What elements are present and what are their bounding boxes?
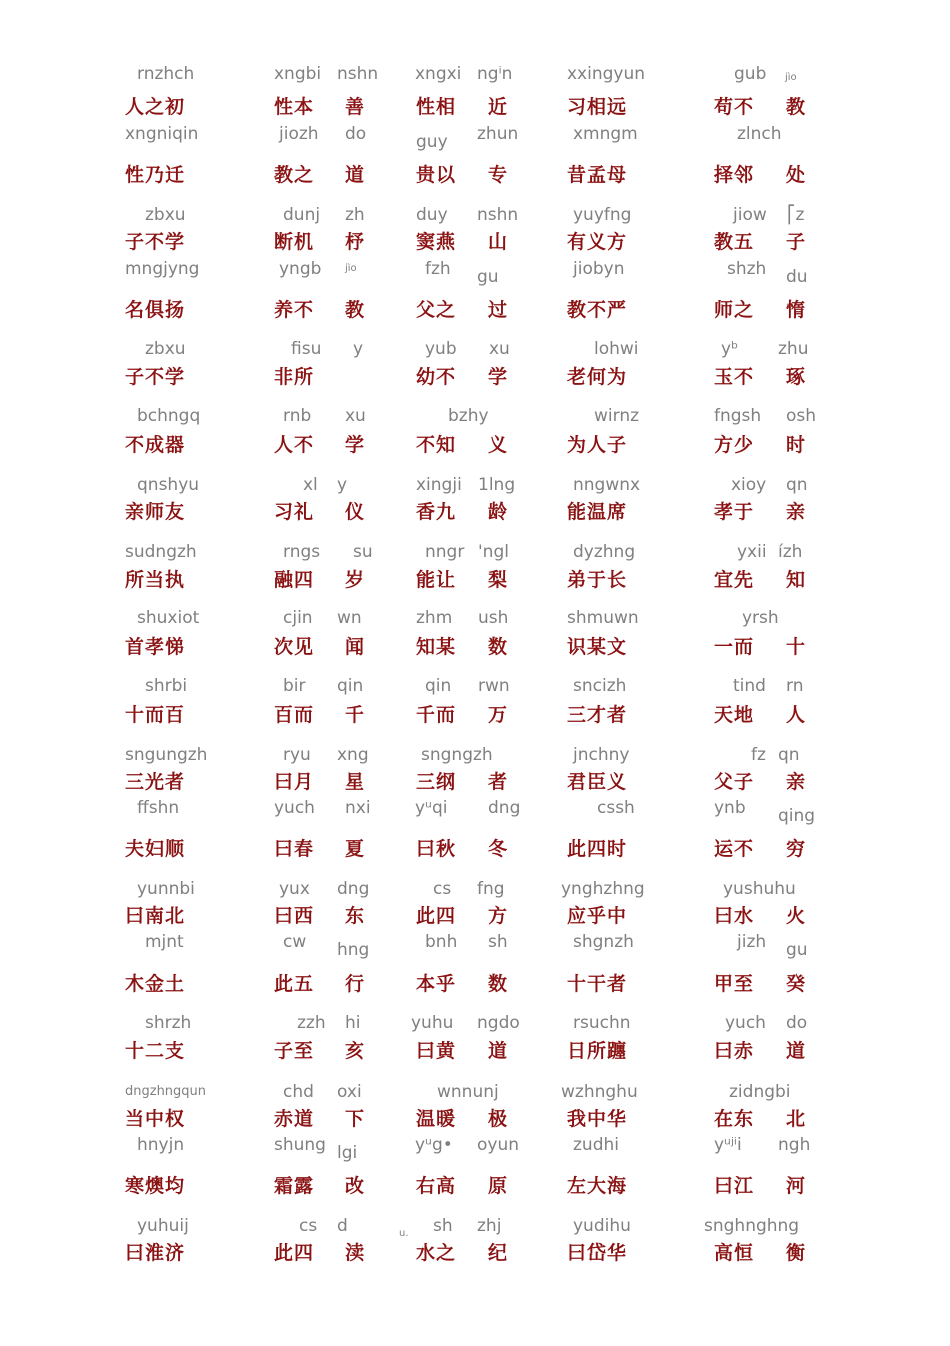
pinyin-syllable: qin	[425, 676, 452, 696]
hanzi-phrase: 师之	[714, 299, 755, 321]
pinyin-syllable: nngwnx	[573, 475, 641, 495]
hanzi-phrase: 父之	[416, 299, 457, 321]
hanzi-phrase: 识某文	[567, 636, 628, 658]
hanzi-phrase: 龄	[488, 501, 509, 523]
hanzi-phrase: 养不	[274, 299, 315, 321]
hanzi-phrase: 亲师友	[125, 501, 186, 523]
hanzi-phrase: 一而	[714, 636, 755, 658]
pinyin-syllable: ⎡z	[787, 205, 805, 225]
hanzi-phrase: 癸	[786, 973, 807, 995]
pinyin-syllable: ryu	[283, 745, 311, 765]
pinyin-syllable: bnh	[425, 932, 458, 952]
hanzi-phrase: 君臣义	[567, 771, 628, 793]
pinyin-syllable: xl	[303, 475, 318, 495]
hanzi-phrase: 琢	[786, 366, 807, 388]
hanzi-phrase: 能让	[416, 569, 457, 591]
pinyin-syllable: xu	[489, 339, 510, 359]
pinyin-syllable: snghnghng	[704, 1216, 800, 1236]
pinyin-syllable: xngbi	[274, 64, 322, 84]
hanzi-phrase: 在东	[714, 1108, 755, 1130]
pinyin-syllable: du	[786, 267, 808, 287]
hanzi-phrase: 教之	[274, 164, 315, 186]
pinyin-syllable: yuch	[725, 1013, 766, 1033]
pinyin-syllable: yudihu	[573, 1216, 631, 1236]
hanzi-phrase: 亲	[786, 501, 807, 523]
pinyin-syllable: duy	[416, 205, 448, 225]
hanzi-phrase: 不知	[416, 434, 457, 456]
hanzi-phrase: 亥	[345, 1040, 366, 1062]
pinyin-syllable: do	[345, 124, 367, 144]
hanzi-phrase: 万	[488, 704, 509, 726]
hanzi-phrase: 性乃迁	[125, 164, 186, 186]
hanzi-phrase: 穷	[786, 838, 807, 860]
hanzi-phrase: 夏	[345, 838, 366, 860]
pinyin-syllable: ynb	[714, 798, 746, 818]
hanzi-phrase: 择邻	[714, 164, 755, 186]
pinyin-syllable: xng	[337, 745, 369, 765]
hanzi-phrase: 应乎中	[567, 905, 628, 927]
hanzi-phrase: 运不	[714, 838, 755, 860]
pinyin-syllable: ush	[478, 608, 509, 628]
pinyin-syllable: ngdo	[477, 1013, 520, 1033]
pinyin-syllable: oyun	[477, 1135, 520, 1155]
pinyin-syllable: fz	[751, 745, 766, 765]
hanzi-phrase: 下	[345, 1108, 366, 1130]
hanzi-phrase: 香九	[416, 501, 457, 523]
pinyin-syllable: rnb	[283, 406, 312, 426]
pinyin-syllable: cs	[299, 1216, 318, 1236]
hanzi-phrase: 性本	[274, 96, 315, 118]
pinyin-syllable: bchngq	[137, 406, 201, 426]
pinyin-syllable: yushuhu	[723, 879, 796, 899]
pinyin-syllable: nngr	[425, 542, 465, 562]
hanzi-phrase: 过	[488, 299, 509, 321]
hanzi-phrase: 曰黄	[416, 1040, 457, 1062]
hanzi-phrase: 子不学	[125, 366, 186, 388]
pinyin-syllable: ízh	[778, 542, 803, 562]
pinyin-syllable: xngniqin	[125, 124, 199, 144]
hanzi-phrase: 教	[345, 299, 366, 321]
pinyin-syllable: yᵘqi	[415, 798, 448, 818]
hanzi-phrase: 三光者	[125, 771, 186, 793]
hanzi-phrase: 十干者	[567, 973, 628, 995]
hanzi-phrase: 本乎	[416, 973, 457, 995]
pinyin-syllable: qn	[786, 475, 808, 495]
pinyin-syllable: guy	[416, 132, 448, 152]
hanzi-phrase: 方少	[714, 434, 755, 456]
pinyin-syllable: ngⁱn	[477, 64, 513, 84]
pinyin-syllable: sngngzh	[421, 745, 493, 765]
pinyin-syllable: y	[337, 475, 348, 495]
pinyin-syllable: jnchny	[573, 745, 630, 765]
pinyin-syllable: dng	[488, 798, 521, 818]
hanzi-phrase: 数	[488, 636, 509, 658]
hanzi-phrase: 曰月	[274, 771, 315, 793]
hanzi-phrase: 曰春	[274, 838, 315, 860]
pinyin-syllable: yuhu	[411, 1013, 454, 1033]
pinyin-syllable: ynghzhng	[561, 879, 645, 899]
pinyin-syllable: zh	[345, 205, 365, 225]
pinyin-syllable: zudhi	[573, 1135, 619, 1155]
pinyin-syllable: bir	[283, 676, 306, 696]
hanzi-phrase: 知	[786, 569, 807, 591]
pinyin-syllable: shrbi	[145, 676, 188, 696]
hanzi-phrase: 知某	[416, 636, 457, 658]
pinyin-syllable: shgnzh	[573, 932, 634, 952]
pinyin-syllable: sh	[433, 1216, 453, 1236]
hanzi-phrase: 极	[488, 1108, 509, 1130]
hanzi-phrase: 三纲	[416, 771, 457, 793]
hanzi-phrase: 温暖	[416, 1108, 457, 1130]
hanzi-phrase: 高恒	[714, 1242, 755, 1264]
pinyin-syllable: 1lng	[478, 475, 516, 495]
hanzi-phrase: 十二支	[125, 1040, 186, 1062]
pinyin-syllable: zbxu	[145, 205, 186, 225]
pinyin-syllable: wn	[337, 608, 362, 628]
pinyin-syllable: fzh	[425, 259, 451, 279]
pinyin-syllable: rwn	[478, 676, 510, 696]
hanzi-phrase: 苟不	[714, 96, 755, 118]
hanzi-phrase: 北	[786, 1108, 807, 1130]
hanzi-phrase: 此四时	[567, 838, 628, 860]
hanzi-phrase: 三才者	[567, 704, 628, 726]
pinyin-syllable: cs	[433, 879, 452, 899]
pinyin-syllable: xmngm	[573, 124, 638, 144]
pinyin-syllable: rn	[786, 676, 804, 696]
pinyin-syllable: jiow	[733, 205, 767, 225]
pinyin-syllable: zhm	[416, 608, 453, 628]
hanzi-phrase: 义	[488, 434, 509, 456]
hanzi-phrase: 霜露	[274, 1175, 315, 1197]
hanzi-phrase: 有义方	[567, 231, 628, 253]
hanzi-phrase: 名俱扬	[125, 299, 186, 321]
pinyin-syllable: gu	[477, 267, 499, 287]
pinyin-syllable: zlnch	[737, 124, 782, 144]
pinyin-syllable: jiozh	[279, 124, 319, 144]
hanzi-phrase: 赤道	[274, 1108, 315, 1130]
hanzi-phrase: 右高	[416, 1175, 457, 1197]
hanzi-phrase: 子	[786, 231, 807, 253]
hanzi-phrase: 曰岱华	[567, 1242, 628, 1264]
hanzi-phrase: 子不学	[125, 231, 186, 253]
hanzi-phrase: 曰水	[714, 905, 755, 927]
pinyin-syllable: ngh	[778, 1135, 811, 1155]
pinyin-syllable: tind	[733, 676, 766, 696]
hanzi-phrase: 曰淮济	[125, 1242, 186, 1264]
pinyin-syllable: bzhy	[448, 406, 489, 426]
hanzi-phrase: 寒燠均	[125, 1175, 186, 1197]
hanzi-phrase: 习相远	[567, 96, 628, 118]
hanzi-phrase: 教五	[714, 231, 755, 253]
hanzi-phrase: 千而	[416, 704, 457, 726]
hanzi-phrase: 曰秋	[416, 838, 457, 860]
hanzi-phrase: 弟于长	[567, 569, 628, 591]
hanzi-phrase: 孝于	[714, 501, 755, 523]
pinyin-syllable: yuyfng	[573, 205, 632, 225]
pinyin-syllable: shmuwn	[567, 608, 639, 628]
pinyin-syllable: yuhuij	[137, 1216, 189, 1236]
pinyin-syllable: hnyjn	[137, 1135, 185, 1155]
pinyin-syllable: yunnbi	[137, 879, 195, 899]
hanzi-phrase: 亲	[786, 771, 807, 793]
pinyin-syllable: yux	[279, 879, 310, 899]
pinyin-syllable: 'ngl	[478, 542, 509, 562]
pinyin-syllable: zidngbi	[729, 1082, 791, 1102]
pinyin-syllable: zbxu	[145, 339, 186, 359]
pinyin-syllable: sh	[488, 932, 508, 952]
hanzi-phrase: 十	[786, 636, 807, 658]
pinyin-syllable: dngzhngqun	[125, 1084, 207, 1099]
pinyin-syllable: jizh	[737, 932, 767, 952]
hanzi-phrase: 专	[488, 164, 509, 186]
pinyin-syllable: xu	[345, 406, 366, 426]
pinyin-syllable: y	[353, 339, 364, 359]
hanzi-phrase: 不成器	[125, 434, 186, 456]
pinyin-syllable: xingji	[416, 475, 462, 495]
pinyin-syllable: oxi	[337, 1082, 362, 1102]
hanzi-phrase: 行	[345, 973, 366, 995]
pinyin-syllable: yᵘʲⁱi	[714, 1135, 742, 1155]
hanzi-phrase: 惰	[786, 299, 807, 321]
hanzi-phrase: 教	[786, 96, 807, 118]
stray-mark: u.	[399, 1228, 409, 1239]
hanzi-phrase: 十而百	[125, 704, 186, 726]
hanzi-phrase: 昔孟母	[567, 164, 628, 186]
hanzi-phrase: 左大海	[567, 1175, 628, 1197]
hanzi-phrase: 幼不	[416, 366, 457, 388]
pinyin-syllable: yᵇ	[721, 339, 739, 359]
hanzi-phrase: 数	[488, 973, 509, 995]
pinyin-syllable: d	[337, 1216, 348, 1236]
pinyin-syllable: nshn	[477, 205, 519, 225]
pinyin-syllable: lgi	[337, 1143, 358, 1163]
hanzi-phrase: 贵以	[416, 164, 457, 186]
hanzi-phrase: 为人子	[567, 434, 628, 456]
pinyin-syllable: jiobyn	[573, 259, 625, 279]
pinyin-syllable: do	[786, 1013, 808, 1033]
hanzi-phrase: 能温席	[567, 501, 628, 523]
pinyin-syllable: wirnz	[594, 406, 640, 426]
hanzi-phrase: 学	[345, 434, 366, 456]
pinyin-syllable: wnnunj	[437, 1082, 499, 1102]
hanzi-phrase: 星	[345, 771, 366, 793]
pinyin-syllable: qin	[337, 676, 364, 696]
pinyin-syllable: dyzhng	[573, 542, 636, 562]
pinyin-syllable: chd	[283, 1082, 314, 1102]
hanzi-phrase: 百而	[274, 704, 315, 726]
pinyin-syllable: cssh	[597, 798, 635, 818]
pinyin-syllable: xngxi	[415, 64, 462, 84]
hanzi-phrase: 曰西	[274, 905, 315, 927]
hanzi-phrase: 日所躔	[567, 1040, 628, 1062]
hanzi-phrase: 者	[488, 771, 509, 793]
pinyin-syllable: hng	[337, 940, 370, 960]
hanzi-phrase: 仪	[345, 501, 366, 523]
hanzi-phrase: 父子	[714, 771, 755, 793]
hanzi-phrase: 甲至	[714, 973, 755, 995]
hanzi-phrase: 人不	[274, 434, 315, 456]
pinyin-syllable: zzh	[297, 1013, 326, 1033]
hanzi-phrase: 原	[488, 1175, 509, 1197]
pinyin-syllable: dunj	[283, 205, 321, 225]
pinyin-syllable: mjnt	[145, 932, 184, 952]
hanzi-phrase: 纪	[488, 1242, 509, 1264]
pinyin-syllable: shrzh	[145, 1013, 192, 1033]
pinyin-syllable: shzh	[727, 259, 767, 279]
hanzi-phrase: 火	[786, 905, 807, 927]
hanzi-phrase: 玉不	[714, 366, 755, 388]
pinyin-syllable: hi	[345, 1013, 361, 1033]
hanzi-phrase: 时	[786, 434, 807, 456]
pinyin-syllable: rnzhch	[137, 64, 195, 84]
hanzi-phrase: 此四	[416, 905, 457, 927]
pinyin-syllable: zhu	[778, 339, 809, 359]
hanzi-phrase: 道	[345, 164, 366, 186]
hanzi-phrase: 老何为	[567, 366, 628, 388]
pinyin-syllable: wzhnghu	[561, 1082, 638, 1102]
hanzi-phrase: 杼	[345, 231, 366, 253]
hanzi-phrase: 方	[488, 905, 509, 927]
hanzi-phrase: 千	[345, 704, 366, 726]
hanzi-phrase: 木金土	[125, 973, 186, 995]
pinyin-syllable: xxingyun	[567, 64, 646, 84]
pinyin-syllable: cjin	[283, 608, 313, 628]
pinyin-syllable: fisu	[291, 339, 322, 359]
pinyin-syllable: rsuchn	[573, 1013, 631, 1033]
hanzi-phrase: 近	[488, 96, 509, 118]
hanzi-phrase: 我中华	[567, 1108, 628, 1130]
hanzi-phrase: 衡	[786, 1242, 807, 1264]
pinyin-syllable: shung	[274, 1135, 326, 1155]
pinyin-syllable: shuxiot	[137, 608, 200, 628]
hanzi-phrase: 曰南北	[125, 905, 186, 927]
hanzi-phrase: 天地	[714, 704, 755, 726]
hanzi-phrase: 道	[488, 1040, 509, 1062]
hanzi-phrase: 岁	[345, 569, 366, 591]
pinyin-syllable: ffshn	[137, 798, 180, 818]
pinyin-syllable: qn	[778, 745, 800, 765]
pinyin-syllable: yxii	[737, 542, 767, 562]
pinyin-syllable: gu	[786, 940, 808, 960]
pinyin-syllable: qnshyu	[137, 475, 200, 495]
pinyin-syllable: yub	[425, 339, 457, 359]
hanzi-phrase: 断机	[274, 231, 315, 253]
pinyin-syllable: zhj	[477, 1216, 502, 1236]
hanzi-phrase: 非所	[274, 366, 315, 388]
hanzi-phrase: 次见	[274, 636, 315, 658]
pinyin-syllable: mngjyng	[125, 259, 200, 279]
hanzi-phrase: 习礼	[274, 501, 315, 523]
hanzi-phrase: 善	[345, 96, 366, 118]
pinyin-syllable: qing	[778, 806, 816, 826]
hanzi-phrase: 东	[345, 905, 366, 927]
hanzi-phrase: 渎	[345, 1242, 366, 1264]
hanzi-phrase: 曰赤	[714, 1040, 755, 1062]
hanzi-phrase: 融四	[274, 569, 315, 591]
hanzi-phrase: 闻	[345, 636, 366, 658]
pinyin-syllable: gub	[734, 64, 767, 84]
pinyin-syllable: nxi	[345, 798, 371, 818]
pinyin-syllable: jìo	[345, 263, 357, 274]
pinyin-syllable: yᵘg•	[415, 1135, 453, 1155]
hanzi-phrase: 首孝悌	[125, 636, 186, 658]
hanzi-phrase: 教不严	[567, 299, 628, 321]
hanzi-phrase: 学	[488, 366, 509, 388]
hanzi-phrase: 人之初	[125, 96, 186, 118]
pinyin-syllable: xioy	[731, 475, 767, 495]
hanzi-phrase: 所当执	[125, 569, 186, 591]
pinyin-syllable: yuch	[274, 798, 315, 818]
hanzi-phrase: 宜先	[714, 569, 755, 591]
hanzi-phrase: 山	[488, 231, 509, 253]
pinyin-syllable: fng	[477, 879, 505, 899]
pinyin-syllable: yrsh	[742, 608, 779, 628]
hanzi-phrase: 曰江	[714, 1175, 755, 1197]
pinyin-syllable: su	[353, 542, 373, 562]
hanzi-phrase: 梨	[488, 569, 509, 591]
pinyin-syllable: rngs	[283, 542, 321, 562]
pinyin-syllable: cw	[283, 932, 307, 952]
hanzi-phrase: 当中权	[125, 1108, 186, 1130]
hanzi-phrase: 人	[786, 704, 807, 726]
pinyin-syllable: yngb	[279, 259, 322, 279]
hanzi-phrase: 子至	[274, 1040, 315, 1062]
pinyin-syllable: sudngzh	[125, 542, 197, 562]
pinyin-syllable: dng	[337, 879, 370, 899]
hanzi-phrase: 改	[345, 1175, 366, 1197]
pinyin-syllable: nshn	[337, 64, 379, 84]
pinyin-syllable: fngsh	[714, 406, 762, 426]
pinyin-syllable: jìo	[785, 72, 797, 83]
pinyin-syllable: sngungzh	[125, 745, 208, 765]
hanzi-phrase: 河	[786, 1175, 807, 1197]
hanzi-phrase: 窦燕	[416, 231, 457, 253]
pinyin-syllable: sncizh	[573, 676, 627, 696]
hanzi-phrase: 夫妇顺	[125, 838, 186, 860]
hanzi-phrase: 此五	[274, 973, 315, 995]
hanzi-phrase: 冬	[488, 838, 509, 860]
hanzi-phrase: 处	[786, 164, 807, 186]
pinyin-syllable: zhun	[477, 124, 519, 144]
pinyin-syllable: lohwi	[594, 339, 639, 359]
hanzi-phrase: 性相	[416, 96, 457, 118]
pinyin-syllable: osh	[786, 406, 817, 426]
hanzi-phrase: 此四	[274, 1242, 315, 1264]
hanzi-phrase: 水之	[416, 1242, 457, 1264]
hanzi-phrase: 道	[786, 1040, 807, 1062]
